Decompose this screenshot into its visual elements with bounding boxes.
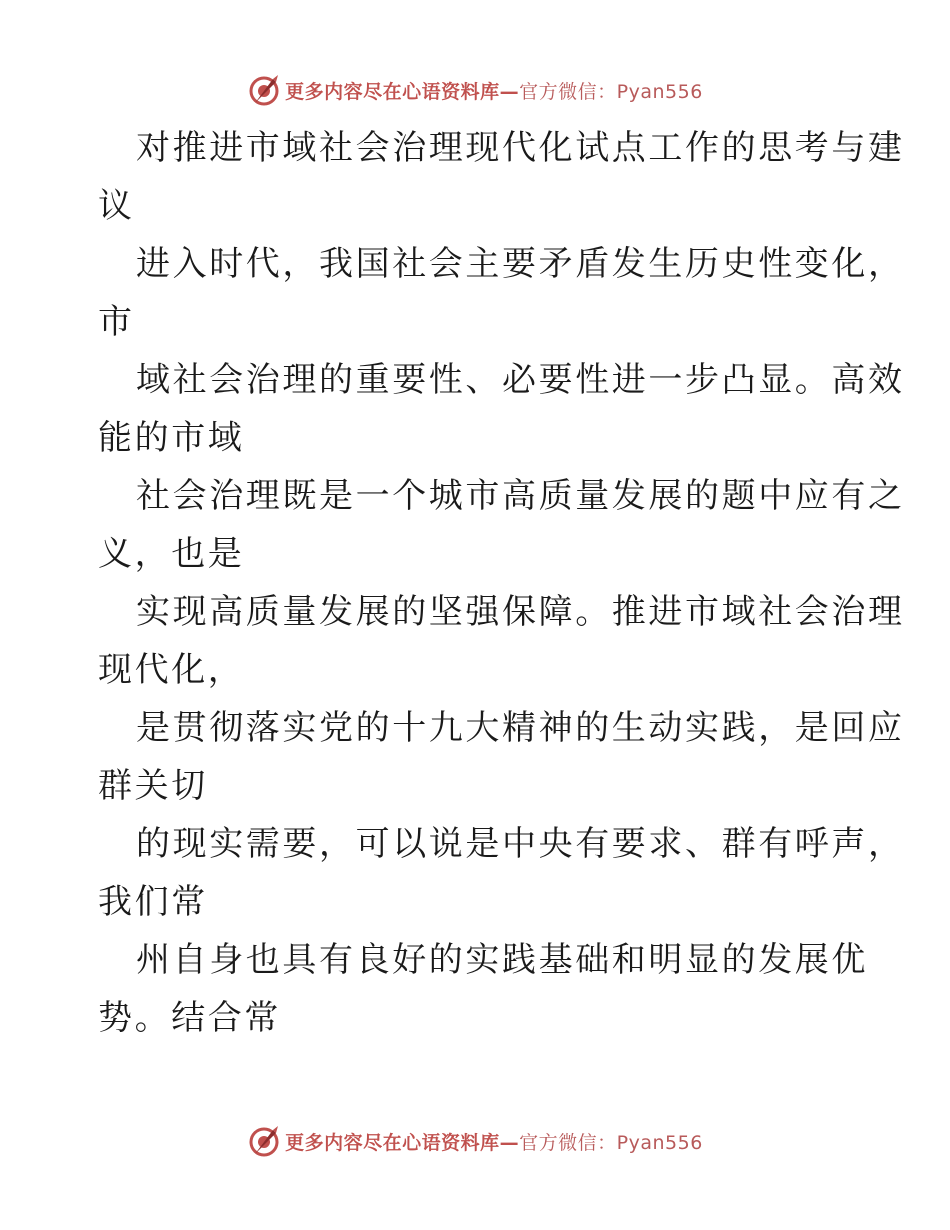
document-line: 是贯彻落实党的十九大精神的生动实践，是回应 bbox=[136, 708, 905, 748]
footer-wechat-text: 官方微信：Pyan556 bbox=[519, 1131, 703, 1154]
header-site-text: 更多内容尽在心语资料库 bbox=[285, 80, 500, 103]
footer-banner-text bbox=[285, 1128, 703, 1155]
document-line: 的现实需要，可以说是中央有要求、群有呼声， bbox=[136, 824, 905, 864]
header-wechat-text: 官方微信：Pyan556 bbox=[519, 80, 703, 103]
quill-logo-icon bbox=[247, 1124, 281, 1158]
document-line: 州自身也具有良好的实践基础和明显的发展优 bbox=[136, 940, 868, 980]
footer-banner-inner bbox=[247, 1124, 703, 1158]
document-line: 我们常 bbox=[98, 882, 208, 922]
document-line: 进入时代，我国社会主要矛盾发生历史性变化， bbox=[136, 244, 905, 284]
header-banner-text bbox=[285, 77, 703, 104]
document-line: 市 bbox=[98, 302, 135, 342]
document-line: 义，也是 bbox=[98, 534, 245, 574]
quill-logo-icon bbox=[247, 73, 281, 107]
document-line: 群关切 bbox=[98, 766, 208, 806]
footer-site-text: 更多内容尽在心语资料库 bbox=[285, 1131, 500, 1154]
document-line: 势。结合常 bbox=[98, 998, 281, 1038]
document-line: 域社会治理的重要性、必要性进一步凸显。高效 bbox=[136, 360, 905, 400]
document-line: 社会治理既是一个城市高质量发展的题中应有之 bbox=[136, 476, 905, 516]
document-line: 对推进市域社会治理现代化试点工作的思考与建 bbox=[136, 128, 905, 168]
document-line: 现代化， bbox=[98, 650, 245, 690]
document-line: 议 bbox=[98, 186, 135, 226]
document-line: 能的市域 bbox=[98, 418, 245, 458]
header-dash: — bbox=[499, 80, 520, 103]
header-banner-inner bbox=[247, 73, 703, 107]
document-line: 实现高质量发展的坚强保障。推进市域社会治理 bbox=[136, 592, 905, 632]
header-banner bbox=[0, 70, 950, 110]
footer-banner bbox=[0, 1121, 950, 1161]
footer-dash: — bbox=[499, 1131, 520, 1154]
